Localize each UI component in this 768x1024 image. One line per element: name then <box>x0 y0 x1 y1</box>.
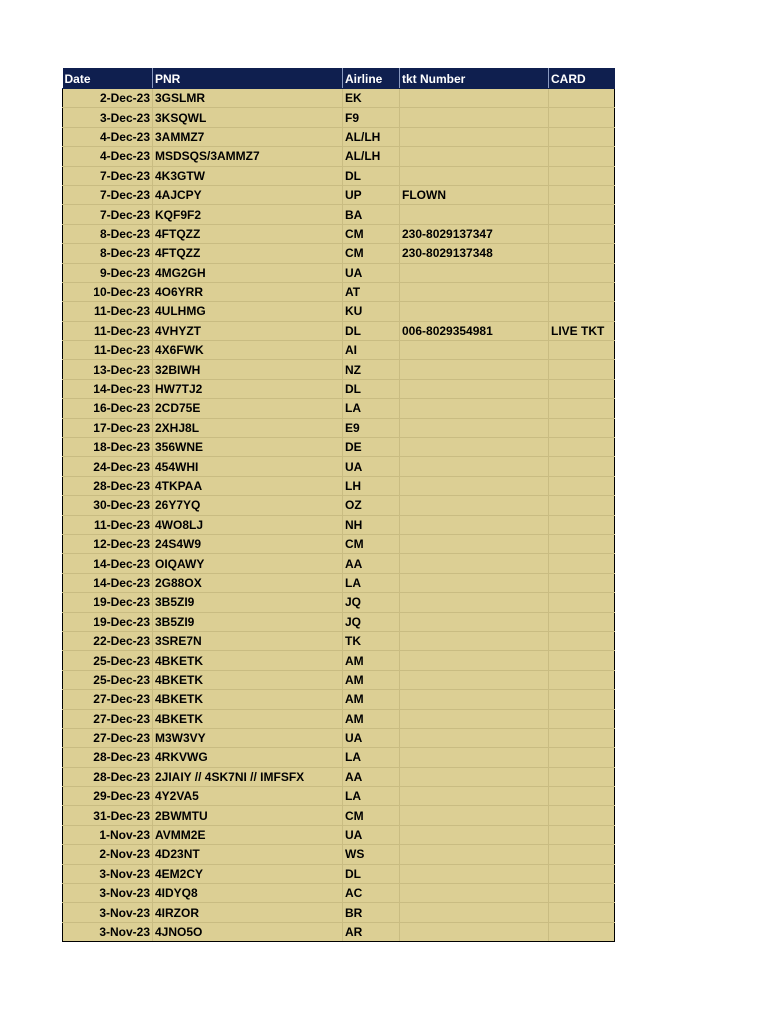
table-row <box>63 399 615 418</box>
date-cell[interactable]: 7-Dec-23 <box>63 166 153 185</box>
airline-cell[interactable]: CM <box>343 534 400 553</box>
date-cell[interactable]: 11-Dec-23 <box>63 321 153 340</box>
table-row <box>63 748 615 767</box>
table-row <box>63 244 615 263</box>
tkt-number-cell[interactable] <box>400 89 549 108</box>
date-cell[interactable]: 3-Nov-23 <box>63 864 153 883</box>
date-cell[interactable]: 29-Dec-23 <box>63 787 153 806</box>
pnr-cell[interactable]: 4BKETK <box>153 690 343 709</box>
table-row <box>63 709 615 728</box>
tkt-number-cell[interactable] <box>400 728 549 747</box>
tkt-number-cell[interactable] <box>400 515 549 534</box>
tkt-number-cell[interactable] <box>400 205 549 224</box>
table-row <box>63 631 615 650</box>
table-row <box>63 108 615 127</box>
date-cell[interactable]: 31-Dec-23 <box>63 806 153 825</box>
table-row <box>63 651 615 670</box>
table-row <box>63 496 615 515</box>
card-cell[interactable] <box>549 864 615 883</box>
card-cell[interactable] <box>549 282 615 301</box>
airline-cell[interactable]: LA <box>343 573 400 592</box>
table-header <box>63 69 615 89</box>
tkt-number-cell[interactable] <box>400 690 549 709</box>
table-row <box>63 418 615 437</box>
date-cell[interactable]: 14-Dec-23 <box>63 554 153 573</box>
table-row <box>63 767 615 786</box>
card-cell[interactable] <box>549 127 615 146</box>
card-cell[interactable] <box>549 476 615 495</box>
tkt-number-cell[interactable] <box>400 360 549 379</box>
date-cell[interactable]: 7-Dec-23 <box>63 185 153 204</box>
tkt-number-cell[interactable]: 230-8029137347 <box>400 224 549 243</box>
airline-cell[interactable]: UA <box>343 263 400 282</box>
card-cell[interactable] <box>549 670 615 689</box>
table-row <box>63 787 615 806</box>
tkt-number-cell[interactable] <box>400 709 549 728</box>
card-cell[interactable] <box>549 631 615 650</box>
tkt-number-cell[interactable] <box>400 147 549 166</box>
table-row <box>63 690 615 709</box>
airline-cell[interactable]: BR <box>343 903 400 922</box>
airline-cell[interactable]: BA <box>343 205 400 224</box>
card-cell[interactable] <box>549 205 615 224</box>
header-pnr[interactable]: PNR <box>153 69 343 89</box>
pnr-cell[interactable]: 4K3GTW <box>153 166 343 185</box>
pnr-cell[interactable]: M3W3VY <box>153 728 343 747</box>
date-cell[interactable]: 27-Dec-23 <box>63 690 153 709</box>
date-cell[interactable]: 8-Dec-23 <box>63 244 153 263</box>
card-cell[interactable]: LIVE TKT <box>549 321 615 340</box>
pnr-cell[interactable]: 32BIWH <box>153 360 343 379</box>
pnr-cell[interactable]: 4D23NT <box>153 845 343 864</box>
airline-cell[interactable]: WS <box>343 845 400 864</box>
pnr-cell[interactable]: AVMM2E <box>153 825 343 844</box>
pnr-cell[interactable]: 2CD75E <box>153 399 343 418</box>
table-row <box>63 903 615 922</box>
card-cell[interactable] <box>549 884 615 903</box>
header-tkt-number[interactable]: tkt Number <box>400 69 549 89</box>
date-cell[interactable]: 8-Dec-23 <box>63 224 153 243</box>
pnr-cell[interactable]: 3AMMZ7 <box>153 127 343 146</box>
pnr-cell[interactable]: 4BKETK <box>153 651 343 670</box>
airline-cell[interactable]: DL <box>343 166 400 185</box>
date-cell[interactable]: 4-Dec-23 <box>63 127 153 146</box>
pnr-cell[interactable]: 4FTQZZ <box>153 244 343 263</box>
table-row <box>63 476 615 495</box>
table-row <box>63 147 615 166</box>
date-cell[interactable]: 9-Dec-23 <box>63 263 153 282</box>
card-cell[interactable] <box>549 438 615 457</box>
table-row <box>63 825 615 844</box>
card-cell[interactable] <box>549 244 615 263</box>
date-cell[interactable]: 28-Dec-23 <box>63 767 153 786</box>
airline-cell[interactable]: NZ <box>343 360 400 379</box>
pnr-cell[interactable]: 4ULHMG <box>153 302 343 321</box>
tkt-number-cell[interactable] <box>400 593 549 612</box>
airline-cell[interactable]: AM <box>343 670 400 689</box>
pnr-cell[interactable]: 2G88OX <box>153 573 343 592</box>
card-cell[interactable] <box>549 903 615 922</box>
table-row <box>63 806 615 825</box>
card-cell[interactable] <box>549 709 615 728</box>
date-cell[interactable]: 27-Dec-23 <box>63 728 153 747</box>
pnr-cell[interactable]: 3GSLMR <box>153 89 343 108</box>
airline-cell[interactable]: DL <box>343 379 400 398</box>
date-cell[interactable]: 2-Nov-23 <box>63 845 153 864</box>
table-row <box>63 205 615 224</box>
card-cell[interactable] <box>549 767 615 786</box>
tkt-number-cell[interactable] <box>400 631 549 650</box>
date-cell[interactable]: 19-Dec-23 <box>63 612 153 631</box>
header-date[interactable]: Date <box>63 69 153 89</box>
card-cell[interactable] <box>549 147 615 166</box>
tkt-number-cell[interactable] <box>400 554 549 573</box>
date-cell[interactable]: 25-Dec-23 <box>63 651 153 670</box>
date-cell[interactable]: 7-Dec-23 <box>63 205 153 224</box>
pnr-cell[interactable]: 4WO8LJ <box>153 515 343 534</box>
card-cell[interactable] <box>549 922 615 941</box>
tkt-number-cell[interactable] <box>400 612 549 631</box>
date-cell[interactable]: 3-Nov-23 <box>63 922 153 941</box>
card-cell[interactable] <box>549 806 615 825</box>
tkt-number-cell[interactable] <box>400 399 549 418</box>
date-cell[interactable]: 3-Dec-23 <box>63 108 153 127</box>
tkt-number-cell[interactable] <box>400 263 549 282</box>
tkt-number-cell[interactable] <box>400 476 549 495</box>
date-cell[interactable]: 12-Dec-23 <box>63 534 153 553</box>
airline-cell[interactable]: AM <box>343 690 400 709</box>
table-body <box>63 89 615 942</box>
tkt-number-cell[interactable] <box>400 845 549 864</box>
table-row <box>63 302 615 321</box>
pnr-cell[interactable]: 454WHI <box>153 457 343 476</box>
airline-cell[interactable]: AR <box>343 922 400 941</box>
airline-cell[interactable]: UP <box>343 185 400 204</box>
airline-cell[interactable]: CM <box>343 224 400 243</box>
card-cell[interactable] <box>549 457 615 476</box>
table-row <box>63 593 615 612</box>
card-cell[interactable] <box>549 399 615 418</box>
airline-cell[interactable]: EK <box>343 89 400 108</box>
card-cell[interactable] <box>549 418 615 437</box>
airline-cell[interactable]: F9 <box>343 108 400 127</box>
table-row <box>63 282 615 301</box>
tkt-number-cell[interactable] <box>400 922 549 941</box>
table-row <box>63 379 615 398</box>
table-row <box>63 515 615 534</box>
card-cell[interactable] <box>549 185 615 204</box>
table-row <box>63 554 615 573</box>
airline-cell[interactable]: JQ <box>343 593 400 612</box>
card-cell[interactable] <box>549 593 615 612</box>
pnr-cell[interactable]: 4TKPAA <box>153 476 343 495</box>
date-cell[interactable]: 24-Dec-23 <box>63 457 153 476</box>
date-cell[interactable]: 11-Dec-23 <box>63 341 153 360</box>
tkt-number-cell[interactable] <box>400 573 549 592</box>
airline-cell[interactable]: NH <box>343 515 400 534</box>
airline-cell[interactable]: LA <box>343 787 400 806</box>
date-cell[interactable]: 11-Dec-23 <box>63 515 153 534</box>
table-row <box>63 185 615 204</box>
airline-cell[interactable]: AC <box>343 884 400 903</box>
tkt-number-cell[interactable] <box>400 302 549 321</box>
pnr-cell[interactable]: 3KSQWL <box>153 108 343 127</box>
card-cell[interactable] <box>549 845 615 864</box>
table-row <box>63 127 615 146</box>
airline-cell[interactable]: TK <box>343 631 400 650</box>
card-cell[interactable] <box>549 263 615 282</box>
date-cell[interactable]: 18-Dec-23 <box>63 438 153 457</box>
card-cell[interactable] <box>549 748 615 767</box>
airline-cell[interactable]: AA <box>343 554 400 573</box>
pnr-cell[interactable]: 4EM2CY <box>153 864 343 883</box>
tkt-number-cell[interactable] <box>400 457 549 476</box>
pnr-cell[interactable]: 4X6FWK <box>153 341 343 360</box>
pnr-cell[interactable]: 4IRZOR <box>153 903 343 922</box>
pnr-cell[interactable]: 4JNO5O <box>153 922 343 941</box>
airline-cell[interactable]: LA <box>343 748 400 767</box>
pnr-cell[interactable]: 3SRE7N <box>153 631 343 650</box>
header-airline[interactable]: Airline <box>343 69 400 89</box>
date-cell[interactable]: 17-Dec-23 <box>63 418 153 437</box>
pnr-cell[interactable]: HW7TJ2 <box>153 379 343 398</box>
table-row <box>63 438 615 457</box>
card-cell[interactable] <box>549 302 615 321</box>
date-cell[interactable]: 25-Dec-23 <box>63 670 153 689</box>
card-cell[interactable] <box>549 515 615 534</box>
card-cell[interactable] <box>549 341 615 360</box>
tkt-number-cell[interactable] <box>400 825 549 844</box>
pnr-cell[interactable]: 4VHYZT <box>153 321 343 340</box>
pnr-cell[interactable]: 2JIAIY // 4SK7NI // IMFSFX <box>153 767 343 786</box>
card-cell[interactable] <box>549 166 615 185</box>
card-cell[interactable] <box>549 89 615 108</box>
pnr-cell[interactable]: 4IDYQ8 <box>153 884 343 903</box>
tkt-number-cell[interactable] <box>400 787 549 806</box>
table-row <box>63 845 615 864</box>
pnr-cell[interactable]: 26Y7YQ <box>153 496 343 515</box>
card-cell[interactable] <box>549 825 615 844</box>
airline-cell[interactable]: CM <box>343 806 400 825</box>
airline-cell[interactable]: LH <box>343 476 400 495</box>
pnr-cell[interactable]: 4Y2VA5 <box>153 787 343 806</box>
card-cell[interactable] <box>549 612 615 631</box>
tkt-number-cell[interactable] <box>400 341 549 360</box>
card-cell[interactable] <box>549 360 615 379</box>
tkt-number-cell[interactable] <box>400 534 549 553</box>
tkt-number-cell[interactable] <box>400 806 549 825</box>
table-row <box>63 864 615 883</box>
pnr-cell[interactable]: 3B5ZI9 <box>153 612 343 631</box>
date-cell[interactable]: 28-Dec-23 <box>63 748 153 767</box>
tkt-number-cell[interactable]: 230-8029137348 <box>400 244 549 263</box>
tkt-number-cell[interactable] <box>400 438 549 457</box>
table-row <box>63 166 615 185</box>
tkt-number-cell[interactable] <box>400 864 549 883</box>
airline-cell[interactable]: E9 <box>343 418 400 437</box>
tkt-number-cell[interactable] <box>400 748 549 767</box>
card-cell[interactable] <box>549 554 615 573</box>
tkt-number-cell[interactable] <box>400 651 549 670</box>
tkt-number-cell[interactable] <box>400 127 549 146</box>
table-row <box>63 922 615 941</box>
pnr-cell[interactable]: KQF9F2 <box>153 205 343 224</box>
card-cell[interactable] <box>549 651 615 670</box>
table-row <box>63 263 615 282</box>
airline-cell[interactable]: KU <box>343 302 400 321</box>
airline-cell[interactable]: AT <box>343 282 400 301</box>
date-cell[interactable]: 14-Dec-23 <box>63 573 153 592</box>
table-row <box>63 341 615 360</box>
table-row <box>63 321 615 340</box>
card-cell[interactable] <box>549 224 615 243</box>
pnr-cell[interactable]: 24S4W9 <box>153 534 343 553</box>
date-cell[interactable]: 1-Nov-23 <box>63 825 153 844</box>
tkt-number-cell[interactable] <box>400 282 549 301</box>
date-cell[interactable]: 22-Dec-23 <box>63 631 153 650</box>
airline-cell[interactable]: DE <box>343 438 400 457</box>
tkt-number-cell[interactable] <box>400 418 549 437</box>
airline-cell[interactable]: OZ <box>343 496 400 515</box>
date-cell[interactable]: 30-Dec-23 <box>63 496 153 515</box>
card-cell[interactable] <box>549 534 615 553</box>
pnr-cell[interactable]: 4MG2GH <box>153 263 343 282</box>
tkt-number-cell[interactable]: 006-8029354981 <box>400 321 549 340</box>
pnr-cell[interactable]: OIQAWY <box>153 554 343 573</box>
table-row <box>63 670 615 689</box>
pnr-cell[interactable]: 4BKETK <box>153 709 343 728</box>
pnr-cell[interactable]: 3B5ZI9 <box>153 593 343 612</box>
card-cell[interactable] <box>549 379 615 398</box>
pnr-cell[interactable]: 4FTQZZ <box>153 224 343 243</box>
airline-cell[interactable]: AL/LH <box>343 127 400 146</box>
table-row <box>63 89 615 108</box>
card-cell[interactable] <box>549 787 615 806</box>
table-row <box>63 612 615 631</box>
card-cell[interactable] <box>549 573 615 592</box>
tkt-number-cell[interactable] <box>400 767 549 786</box>
airline-cell[interactable]: AA <box>343 767 400 786</box>
airline-cell[interactable]: UA <box>343 825 400 844</box>
airline-cell[interactable]: UA <box>343 457 400 476</box>
card-cell[interactable] <box>549 108 615 127</box>
date-cell[interactable]: 2-Dec-23 <box>63 89 153 108</box>
table-row <box>63 224 615 243</box>
tkt-number-cell[interactable] <box>400 108 549 127</box>
airline-cell[interactable]: AM <box>343 651 400 670</box>
airline-cell[interactable]: AI <box>343 341 400 360</box>
table-row <box>63 728 615 747</box>
airline-cell[interactable]: DL <box>343 321 400 340</box>
date-cell[interactable]: 28-Dec-23 <box>63 476 153 495</box>
date-cell[interactable]: 16-Dec-23 <box>63 399 153 418</box>
tkt-number-cell[interactable] <box>400 884 549 903</box>
airline-cell[interactable]: DL <box>343 864 400 883</box>
airline-cell[interactable]: AM <box>343 709 400 728</box>
date-cell[interactable]: 27-Dec-23 <box>63 709 153 728</box>
date-cell[interactable]: 4-Dec-23 <box>63 147 153 166</box>
pnr-cell[interactable]: MSDSQS/3AMMZ7 <box>153 147 343 166</box>
tkt-number-cell[interactable]: FLOWN <box>400 185 549 204</box>
header-row <box>63 69 615 89</box>
date-cell[interactable]: 10-Dec-23 <box>63 282 153 301</box>
pnr-cell[interactable]: 4AJCPY <box>153 185 343 204</box>
airline-cell[interactable]: AL/LH <box>343 147 400 166</box>
tkt-number-cell[interactable] <box>400 670 549 689</box>
booking-table <box>62 68 615 942</box>
date-cell[interactable]: 3-Nov-23 <box>63 884 153 903</box>
airline-cell[interactable]: CM <box>343 244 400 263</box>
pnr-cell[interactable]: 2BWMTU <box>153 806 343 825</box>
date-cell[interactable]: 3-Nov-23 <box>63 903 153 922</box>
table-row <box>63 534 615 553</box>
date-cell[interactable]: 13-Dec-23 <box>63 360 153 379</box>
airline-cell[interactable]: LA <box>343 399 400 418</box>
pnr-cell[interactable]: 4RKVWG <box>153 748 343 767</box>
pnr-cell[interactable]: 4BKETK <box>153 670 343 689</box>
tkt-number-cell[interactable] <box>400 903 549 922</box>
pnr-cell[interactable]: 2XHJ8L <box>153 418 343 437</box>
airline-cell[interactable]: UA <box>343 728 400 747</box>
table-row <box>63 884 615 903</box>
table-row <box>63 360 615 379</box>
card-cell[interactable] <box>549 496 615 515</box>
date-cell[interactable]: 14-Dec-23 <box>63 379 153 398</box>
card-cell[interactable] <box>549 728 615 747</box>
header-card[interactable]: CARD <box>549 69 615 89</box>
pnr-cell[interactable]: 4O6YRR <box>153 282 343 301</box>
card-cell[interactable] <box>549 690 615 709</box>
tkt-number-cell[interactable] <box>400 166 549 185</box>
tkt-number-cell[interactable] <box>400 496 549 515</box>
pnr-cell[interactable]: 356WNE <box>153 438 343 457</box>
table-row <box>63 457 615 476</box>
date-cell[interactable]: 19-Dec-23 <box>63 593 153 612</box>
tkt-number-cell[interactable] <box>400 379 549 398</box>
date-cell[interactable]: 11-Dec-23 <box>63 302 153 321</box>
table-row <box>63 573 615 592</box>
airline-cell[interactable]: JQ <box>343 612 400 631</box>
